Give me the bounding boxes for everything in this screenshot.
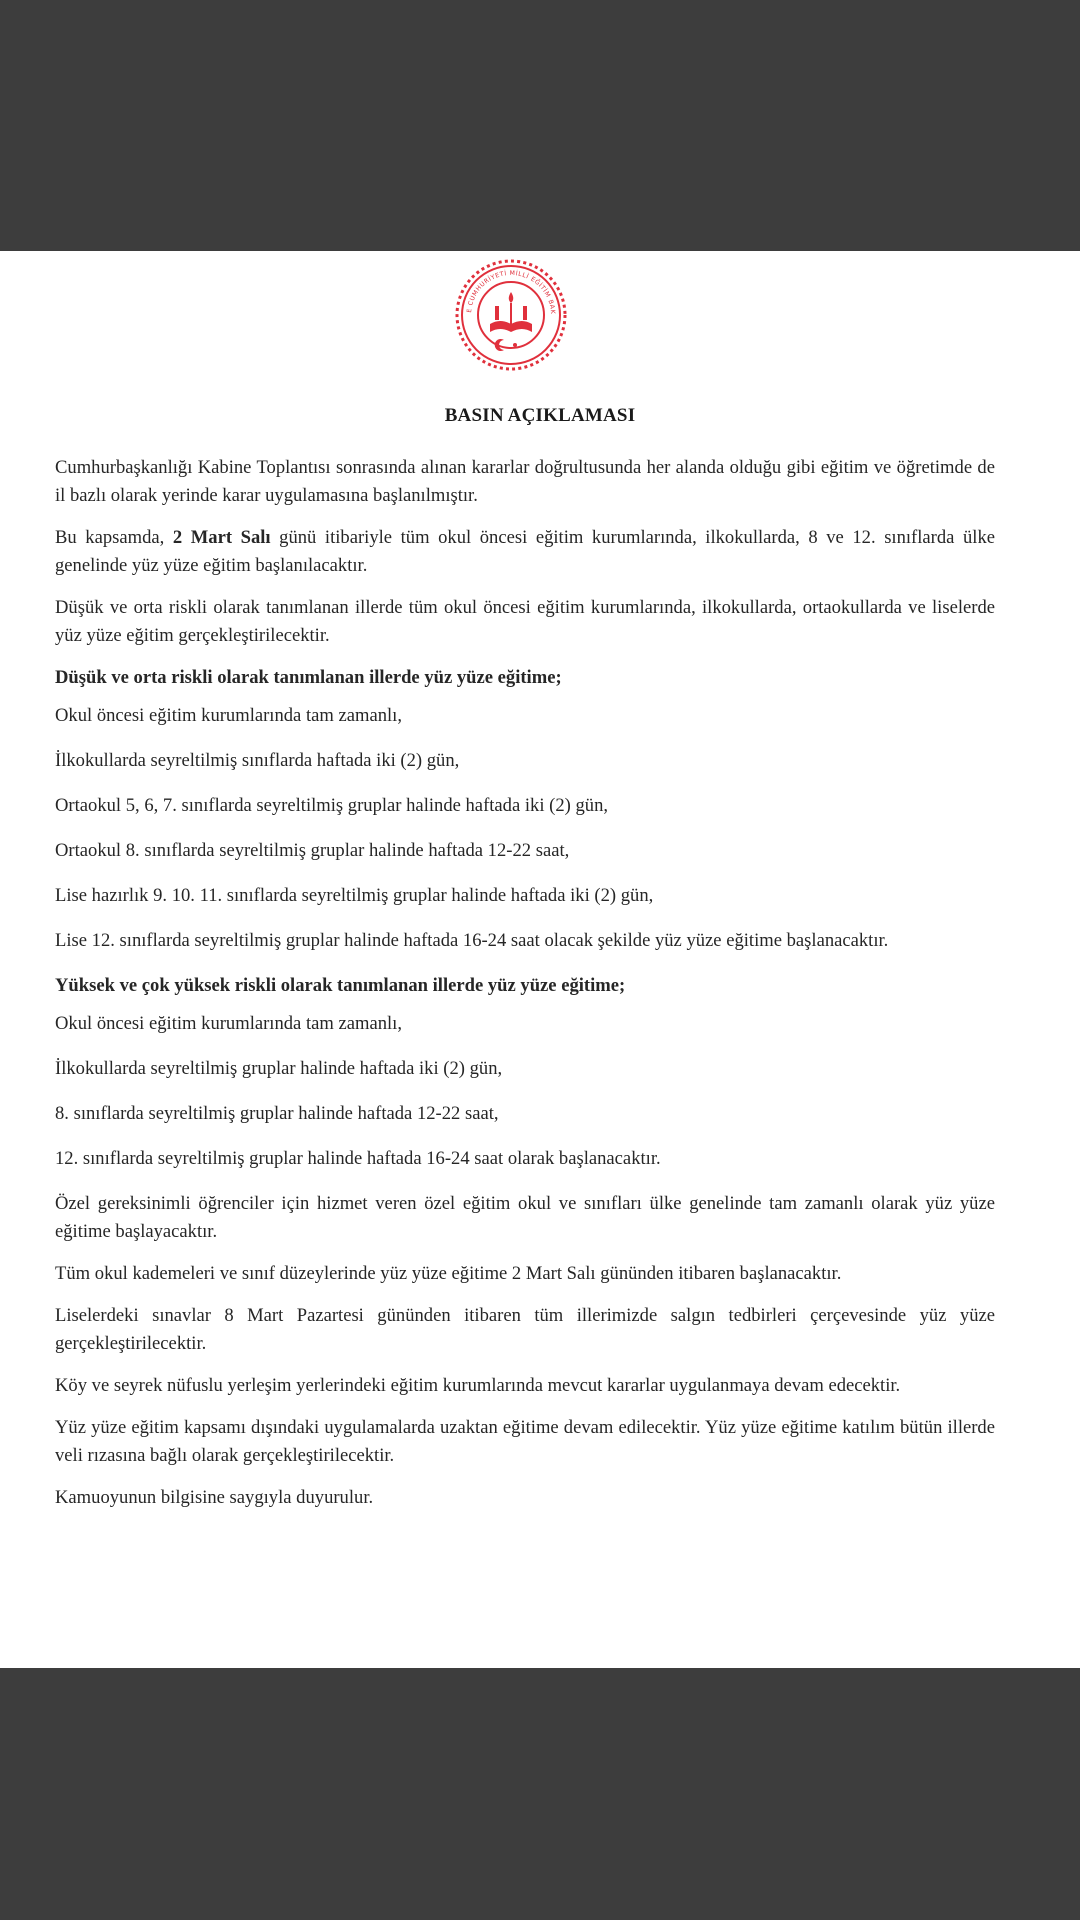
section-heading-high-risk: Yüksek ve çok yüksek riskli olarak tanımlanan illerde yüz yüze eğitime; xyxy=(55,975,626,996)
paragraph-scope: Bu kapsamda, 2 Mart Salı günü itibariyle tüm okul öncesi eğitim kurumlarında, ilkokullarda, 8 ve 12. sınıflarda ülke genelinde yüz yüze eğitim başlanılacaktır. xyxy=(55,527,995,576)
document-page xyxy=(0,251,1080,1668)
list-item: İlkokullarda seyreltilmiş gruplar halinde haftada iki (2) gün, xyxy=(55,1058,503,1079)
date-highlight: 2 Mart Salı xyxy=(172,527,271,548)
paragraph-all-levels: Tüm okul kademeleri ve sınıf düzeylerinde yüz yüze eğitime 2 Mart Salı gününden itibaren başlanacaktır. xyxy=(55,1263,842,1284)
paragraph-special-education: Özel gereksinimli öğrenciler için hizmet veren özel eğitim okul ve sınıfları ülke genelinde tam zamanlı olarak yüz yüze eğitime başlayacaktır. xyxy=(55,1193,995,1242)
ministry-seal-icon xyxy=(452,256,570,374)
paragraph-remote: Yüz yüze eğitim kapsamı dışındaki uygulamalarda uzaktan eğitime devam edilecektir. Yüz yüze eğitime katılım bütün illerde veli rızasına bağlı olarak gerçekleştirilecektir. xyxy=(55,1417,995,1466)
section-heading-low-risk: Düşük ve orta riskli olarak tanımlanan illerde yüz yüze eğitime; xyxy=(55,667,562,688)
page-title: BASIN AÇIKLAMASI xyxy=(444,405,636,426)
paragraph-low-risk: Düşük ve orta riskli olarak tanımlanan illerde tüm okul öncesi eğitim kurumlarında, ilkokullarda, ortaokullarda ve liselerde yüz yüze eğitim gerçekleştirilecektir. xyxy=(55,597,995,646)
svg-text:TÜRKİYE CUMHURİYETİ MİLLİ EĞİT: E CUMHURİYETİ MİLLİ EĞİTİM BAK xyxy=(466,269,557,315)
list-item: Okul öncesi eğitim kurumlarında tam zamanlı, xyxy=(55,1013,402,1034)
paragraph-villages: Köy ve seyrek nüfuslu yerleşim yerlerindeki eğitim kurumlarında mevcut kararlar uygulanmaya devam edecektir. xyxy=(55,1375,901,1396)
list-item: 8. sınıflarda seyreltilmiş gruplar halinde haftada 12-22 saat, xyxy=(55,1103,499,1124)
paragraph-intro: Cumhurbaşkanlığı Kabine Toplantısı sonrasında alınan kararlar doğrultusunda her alanda olduğu gibi eğitim ve öğretimde de il bazlı olarak yerinde karar uygulamasına başlanılmıştır. xyxy=(55,457,995,506)
document-body xyxy=(55,454,995,1526)
paragraph-closing: Kamuoyunun bilgisine saygıyla duyurulur. xyxy=(55,1487,374,1508)
list-item: Lise hazırlık 9. 10. 11. sınıflarda seyreltilmiş gruplar halinde haftada iki (2) gün, xyxy=(55,885,654,906)
list-item: Ortaokul 8. sınıflarda seyreltilmiş gruplar halinde haftada 12-22 saat, xyxy=(55,840,570,861)
list-item: İlkokullarda seyreltilmiş sınıflarda haftada iki (2) gün, xyxy=(55,750,460,771)
list-item: 12. sınıflarda seyreltilmiş gruplar halinde haftada 16-24 saat olarak başlanacaktır. xyxy=(55,1148,661,1169)
list-item: Okul öncesi eğitim kurumlarında tam zamanlı, xyxy=(55,705,402,726)
paragraph-exams: Liselerdeki sınavlar 8 Mart Pazartesi gününden itibaren tüm illerimizde salgın tedbirleri çerçevesinde yüz yüze gerçekleştirilecektir. xyxy=(55,1305,995,1354)
list-item: Ortaokul 5, 6, 7. sınıflarda seyreltilmiş gruplar halinde haftada iki (2) gün, xyxy=(55,795,609,816)
list-item: Lise 12. sınıflarda seyreltilmiş gruplar halinde haftada 16-24 saat olacak şekilde yüz yüze eğitime başlanacaktır. xyxy=(55,930,889,951)
